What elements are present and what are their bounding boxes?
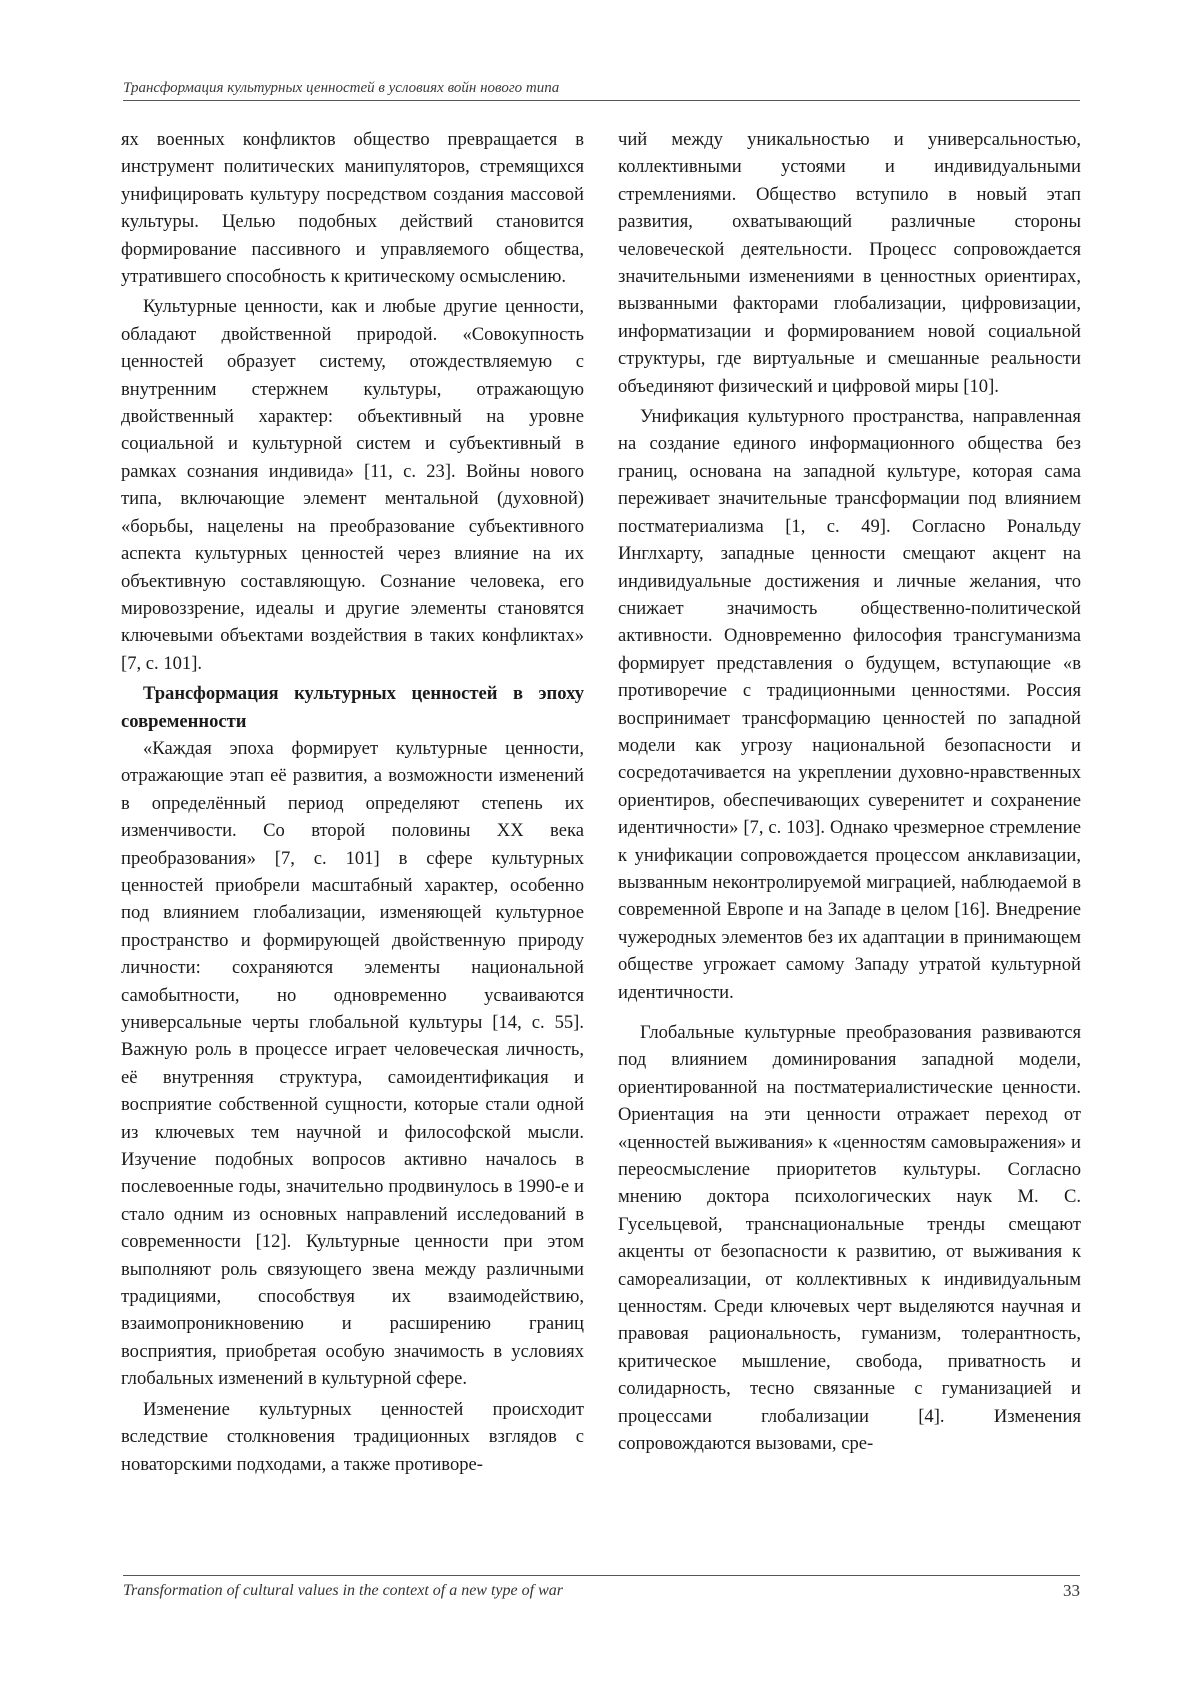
- left-paragraph-1: ях военных конфликтов общество превращается в инструмент политических манипуляторов, стремящихся унифицировать культуру посредством создания массовой культуры. Целью подобных действий становится формирование пассивного и управляемого общества, утратившего способность к критическому осмыслению.: [121, 129, 584, 288]
- left-column: [121, 126, 584, 1478]
- running-title: Трансформация культурных ценностей в условиях войн нового типа: [123, 80, 560, 96]
- running-head: [123, 80, 1080, 101]
- right-paragraph-3: Глобальные культурные преобразования развиваются под влиянием доминирования западной модели, ориентированной на постматериалистические ценности. Ориентация на эти ценности отражает переход от «ценностей выживания» к «ценностям самовыражения» и переосмысление приоритетов культуры. Согласно мнению доктора психологических наук М. С. Гусельцевой, транснациональные тренды смещают акценты от безопасности к развитию, от выживания к самореализации, от коллективных к индивидуальным ценностям. Среди ключевых черт выделяются научная и правовая рациональность, гуманизм, толерантность, критическое мышление, свобода, приватность и солидарность, тесно связанные с гуманизацией и процессами глобализации [4]. Изменения сопровождаются вызовами, сре-: [618, 1022, 1081, 1455]
- page-number: 33: [1063, 1581, 1080, 1600]
- left-paragraph-2: Культурные ценности, как и любые другие ценности, обладают двойственной природой. «Совокупность ценностей образует систему, отождествляемую с внутренним стержнем культуры, отражающую двойственный характер: объективный на уровне социальной и культурной систем и субъективный в рамках сознания индивида» [11, с. 23]. Войны нового типа, включающие элемент ментальной (духовной) «борьбы, нацелены на преобразование субъективного аспекта культурных ценностей через влияние на их объективную составляющую. Сознание человека, его мировоззрение, идеалы и другие элементы становятся ключевыми объектами воздействия в таких конфликтах» [7, с. 101].: [121, 296, 584, 674]
- right-column: [618, 126, 1081, 1458]
- right-paragraph-2: Унификация культурного пространства, направленная на создание единого информационного общества без границ, основана на западной культуре, которая сама переживает значительные трансформации под влиянием постматериализма [1, с. 49]. Согласно Рональду Инглхарту, западные ценности смещают акцент на индивидуальные достижения и личные желания, что снижает значимость общественно-политической активности. Одновременно философия трансгуманизма формирует представления о будущем, вступающие «в противоречие с традиционными ценностями. Россия воспринимает трансформацию ценностей по западной модели как угрозу национальной безопасности и сосредотачивается на укреплении духовно-нравственных ориентиров, обеспечивающих суверенитет и сохранение идентичности» [7, с. 103]. Однако чрезмерное стремление к унификации сопровождается процессом анклавизации, вызванным неконтролируемой миграцией, наблюдаемой в современной Европе и на Западе в целом [16]. Внедрение чужеродных элементов без их адаптации в принимающем обществе угрожает самому Западу утратой культурной идентичности.: [618, 406, 1081, 1003]
- left-paragraph-3: «Каждая эпоха формирует культурные ценности, отражающие этап её развития, а возможности изменений в определённый период определяют степень их изменчивости. Со второй половины XX века преобразования» [7, с. 101] в сфере культурных ценностей приобрели масштабный характер, особенно под влиянием глобализации, изменяющей культурное пространство и формирующей двойственную природу личности: сохраняются элементы национальной самобытности, но одновременно усваиваются универсальные черты глобальной культуры [14, с. 55]. Важную роль в процессе играет человеческая личность, её внутренняя структура, самоидентификация и восприятие собственной сущности, которые стали одной из ключевых тем научной и философской мысли. Изучение подобных вопросов активно началось в послевоенные годы, значительно продвинулось в 1990-е и стало одним из основных направлений исследований в современности [12]. Культурные ценности при этом выполняют роль связующего звена между различными традициями, способствуя их взаимодействию, взаимопроникновению и расширению границ восприятия, приобретая особую значимость в условиях глобальных изменений в культурной сфере.: [121, 737, 584, 1390]
- left-paragraph-4: Изменение культурных ценностей происходит вследствие столкновения традиционных взглядов с новаторскими подходами, а также противоре-: [121, 1398, 584, 1475]
- footer-rule: [123, 1575, 1080, 1576]
- footer-english-title: Transformation of cultural values in the context of a new type of war: [123, 1582, 563, 1599]
- section-heading: Трансформация культурных ценностей в эпоху современности: [121, 683, 584, 732]
- right-paragraph-1: чий между уникальностью и универсальностью, коллективными устоями и индивидуальными стремлениями. Общество вступило в новый этап развития, охватывающий различные стороны человеческой деятельности. Процесс сопровождается значительными изменениями в ценностных ориентирах, вызванными факторами глобализации, цифровизации, информатизации и формированием новой социальной структуры, где виртуальные и смешанные реальности объединяют физический и цифровой миры [10].: [618, 129, 1081, 397]
